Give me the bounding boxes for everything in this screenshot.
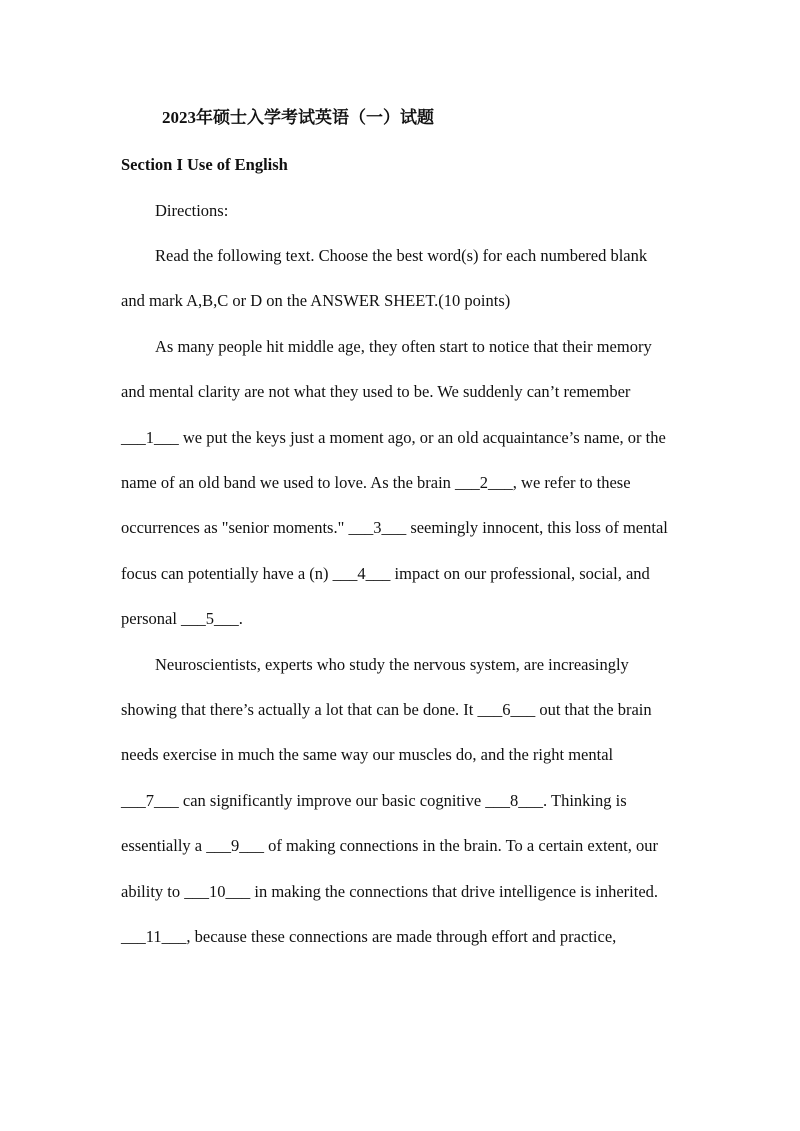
text-line: ___1___ we put the keys just a moment ago, or an old acquaintance’s name, or the (121, 428, 666, 447)
text-line: ability to ___10___ in making the connections that drive intelligence is inherited. (121, 882, 659, 901)
text-line: ___11___, because these connections are made through effort and practice, (121, 927, 617, 946)
text-line: showing that there’s actually a lot that can be done. It ___6___ out that the brain (121, 700, 652, 719)
text-line: focus can potentially have a (n) ___4___ impact on our professional, social, and (121, 564, 650, 583)
directions-label: Directions: (155, 201, 229, 220)
text-line: As many people hit middle age, they often start to notice that their memory (155, 337, 652, 356)
text-line: Read the following text. Choose the best word(s) for each numbered blank (155, 246, 648, 265)
text-line: and mark A,B,C or D on the ANSWER SHEET.(10 points) (121, 291, 511, 310)
text-line: Neuroscientists, experts who study the nervous system, are increasingly (155, 655, 629, 674)
text-line: and mental clarity are not what they used to be. We suddenly can’t remember (121, 382, 631, 401)
text-line: essentially a ___9___ of making connections in the brain. To a certain extent, our (121, 836, 658, 855)
text-line: personal ___5___. (121, 609, 243, 628)
text-line: ___7___ can significantly improve our basic cognitive ___8___. Thinking is (121, 791, 627, 810)
text-line: occurrences as "senior moments." ___3___ seemingly innocent, this loss of mental (121, 518, 668, 537)
text-line: name of an old band we used to love. As the brain ___2___, we refer to these (121, 473, 631, 492)
section-heading: Section I Use of English (121, 155, 288, 174)
document-title: 2023年硕士入学考试英语（一）试题 (162, 108, 434, 127)
text-line: needs exercise in much the same way our muscles do, and the right mental (121, 745, 614, 764)
